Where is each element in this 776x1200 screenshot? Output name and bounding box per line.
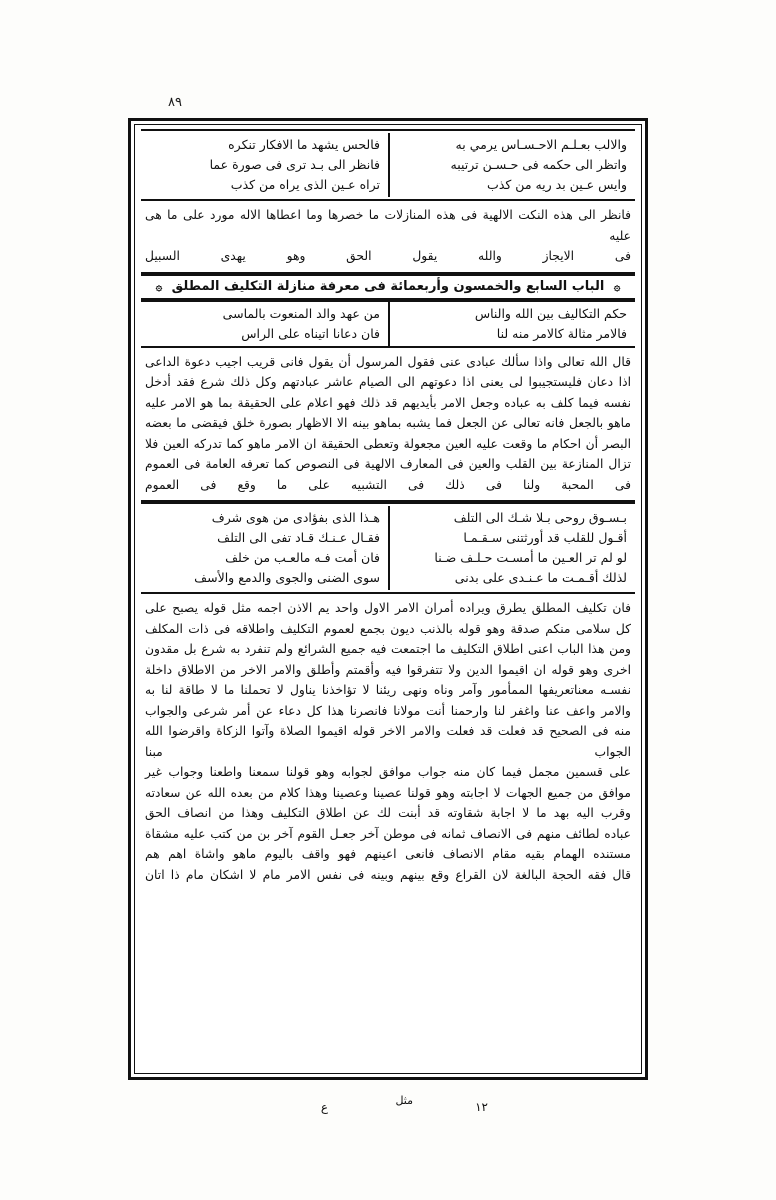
verse-line: هـذا الذى بفؤادى من هوى شرف bbox=[211, 510, 380, 525]
prose-line: فان تكليف المطلق يطرق ويراده أمران الامر الاول واحد يم الاذن اجمه مثل قوله يصبح على bbox=[145, 601, 631, 615]
couplet-column-left bbox=[141, 302, 388, 346]
verse-line: لذلك أقـمـت ما عـنـدى على بدنى bbox=[454, 570, 627, 585]
prose-line: فى الايجاز والله يقول الحق وهو يهدى السبيل bbox=[145, 249, 631, 263]
ornament-left-icon: ۞ bbox=[613, 279, 621, 293]
verse-column-right bbox=[388, 506, 635, 590]
verse-column-left bbox=[141, 506, 388, 590]
prose-line: البصر أن احكام ما وقعت عليه العين مجعولة وتعطى الحقيقة ان الامر ماهو كما تدركه العين فلا bbox=[145, 436, 631, 451]
prose-line: فى المحبة ولنا فى ذلك فى التشبيه على ما وقع فى العموم bbox=[145, 477, 631, 492]
footer-catchword-middle: مثل bbox=[395, 1094, 413, 1107]
prose-line: اذا دعان فليستجيبوا لى يعنى اذا دعوتهم الى الصيام عاشر عبادتهم وكل ذلك شرع فقد أدخل bbox=[145, 375, 631, 389]
prose-line: قال الله تعالى واذا سألك عبادى عنى فقول المرسول أن يقول فانى قريب اجيب دعوة الداعى bbox=[145, 354, 631, 369]
page-frame bbox=[128, 118, 648, 1080]
verse-line: لو لم تر العـين ما أمسـت حـلـف ضـنا bbox=[434, 550, 627, 565]
verse-line: أقـول للقلب قد أورثتنى سـقـمـا bbox=[463, 530, 627, 545]
prose-line: وقرب اليه بهد ما لا اجابة شقاوته قد أبنت لك عن اطلاق التكليف وهذا من انصاف الحق bbox=[145, 806, 631, 820]
prose-line: كل سلامى منكم صدقة وهو قوله بالذنب ديون بجمع لعموم التكليف واطلاقه فى ذات المكلف bbox=[145, 621, 631, 636]
prose-main bbox=[141, 348, 635, 503]
prose-line: قال فقه الحجة البالغة لان القراع وقع بينهم وبينه فى نفس الامر مام لا اشكان مام ذا اتان bbox=[145, 867, 631, 882]
footer-catchword-right: ١٢ bbox=[475, 1100, 488, 1114]
prose-line: ومن هذا الباب اعنى اطلاق التكليف ما اجتمعت فيه جميع الشرائع ولم تنفرد به شرع بل مقدون bbox=[145, 642, 631, 656]
footer-catchword-left: ع bbox=[320, 1100, 328, 1114]
prose-line: تزال المنازعة بين القلب والعين فى المعارف الالهية فى النصوص كما تعرفه العامة فى العموم bbox=[145, 457, 631, 471]
verse-line: فالحس يشهد ما الافكار تنكره bbox=[228, 137, 380, 152]
prose-after-verse bbox=[141, 201, 635, 274]
verse-line: بـسـوق روحى بـلا شـك الى التلف bbox=[453, 510, 627, 525]
verse-line: سوى الضنى والجوى والدمع والأسف bbox=[194, 570, 380, 585]
verse-block-middle bbox=[141, 502, 635, 594]
page-footer bbox=[128, 1090, 648, 1130]
prose-line: نفسـه معناتعريفها الممأمور وآمر وناه ونهى ريئنا لا تؤاخذنا يناول لا تحملنا ما لا طاقة لنا به bbox=[145, 683, 631, 697]
prose-line: ماهو بالجعل فانه تعالى عن الجعل فما يشبه بماهو بينه الا الاظهار بصورة خلق فيقضى ما بعضه bbox=[145, 416, 631, 430]
verse-line: فان أمت فـه مالعـب من خلف bbox=[225, 550, 380, 565]
verse-line: فالامر مثالة كالامر منه لنا bbox=[496, 325, 627, 341]
page-frame-inner bbox=[134, 124, 642, 1074]
prose-line: فانظر الى هذه النكت الالهية فى هذه المنازلات ما خصرها وما اعطاها الاله مورد على ما هى عليه bbox=[145, 208, 631, 243]
verse-line: وايس عـين بد ريه من كذب bbox=[487, 177, 627, 192]
verse-column-left bbox=[141, 133, 388, 197]
verse-line: فقـال عـنـك قـاد تفى الى التلف bbox=[217, 530, 380, 545]
couplet-column-right bbox=[388, 302, 635, 346]
verse-block-top bbox=[141, 129, 635, 201]
verse-line: واتظر الى حكمه فى حـسـن ترتيبه bbox=[450, 157, 627, 172]
verse-line: تراه عـين الذى يراه من كذب bbox=[230, 177, 380, 192]
verse-line: حكم التكاليف بين الله والناس bbox=[474, 305, 627, 321]
verse-column-right bbox=[388, 133, 635, 197]
folio-number: ٨٩ bbox=[168, 95, 182, 110]
prose-line: موافق من جميع الجهات لا اجابته وهو قولنا عصينا وعصينا وهذا كلام من بعده الله عن سعادته bbox=[145, 785, 631, 800]
verse-line: من عهد والد المنعوت بالماسى bbox=[222, 305, 380, 321]
prose-line: على قسمين مجمل فيما كان منه جواب موافق لجوابه وهو قولنا سمعنا واطعنا وجواب غير bbox=[145, 765, 631, 779]
verse-line: فانظر الى بـد ترى فى صورة عما bbox=[209, 157, 380, 172]
prose-line: والامر واعف عنا واغفر لنا وارحمنا أنت مولانا فانصرنا هذا كل دعاء عن أمر شرعى والجواب bbox=[145, 703, 631, 718]
prose-line: عباده لطائف منهم فى الانصاف ثمانه فى موطن آخر جعـل القوم آخر بن من كتب عليه مشقاة bbox=[145, 826, 631, 841]
chapter-heading bbox=[141, 274, 635, 300]
verse-line: فان دعانا اتيناه على الراس bbox=[241, 325, 380, 341]
prose-line: منه فى الصحيح قد فعلت قد فعلت والامر الاخر قوله اقيموا الصلاة وآتوا الزكاة واقرضوا الله الجواب مبنا bbox=[145, 724, 631, 759]
prose-line: مستنده الهمام بقيه مقام الانصاف فانعى اعينهم فهو واقف باليوم ماهو واشاة اهم هم bbox=[145, 847, 631, 861]
verse-line: والالب بعـلـم الاحـسـاس يرمي به bbox=[455, 137, 627, 152]
prose-line: اخرى وهو قوله ان اقيموا الدين ولا تتفرقوا فيه وأقمتم وأطلق والامر الاخر من الاطلاق داخلة bbox=[145, 662, 631, 677]
couplet-block bbox=[141, 300, 635, 348]
ornament-right-icon: ۞ bbox=[155, 279, 163, 293]
prose-bottom bbox=[141, 594, 635, 890]
prose-line: نفسه فيما كلف به عباده وجعل الامر بأيديهم قد ذلك فهو اعلام على الحقيقة بما هو الامر عليه bbox=[145, 395, 631, 410]
chapter-heading-text: الباب السابع والخمسون وأربعمائة فى معرفة منازلة التكليف المطلق bbox=[171, 278, 605, 294]
